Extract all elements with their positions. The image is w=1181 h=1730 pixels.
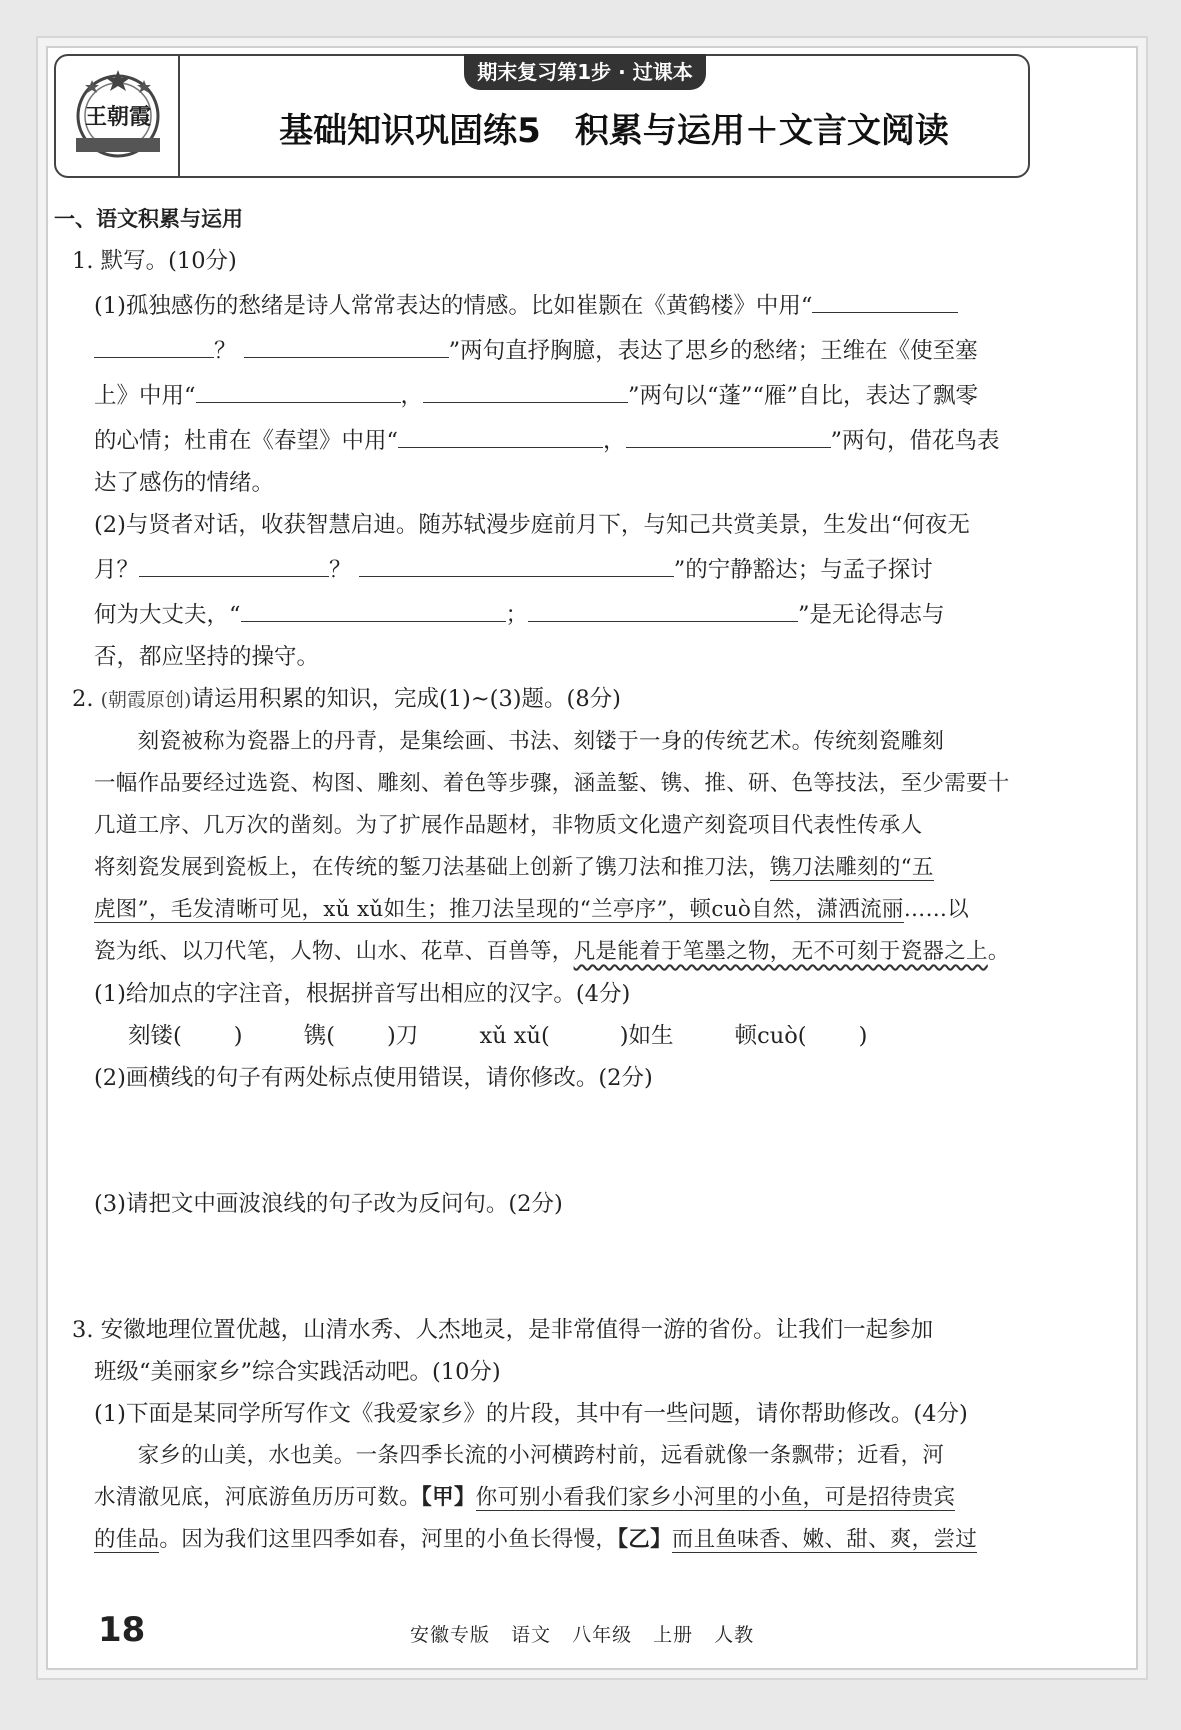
- passage-line: 家乡的山美，水也美。一条四季长流的小河横跨村前，远看就像一条飘带；近看，河: [94, 1443, 945, 1468]
- original-tag: (朝霞原创): [100, 689, 192, 711]
- passage-line: 一幅作品要经过选瓷、构图、雕刻、着色等步骤，涵盖錾、镌、推、研、色等技法，至少需要十: [94, 771, 1010, 796]
- answer-space[interactable]: [54, 1099, 1066, 1183]
- text: ？: [214, 338, 237, 364]
- text: ): [233, 1023, 243, 1049]
- passage-line: [94, 889, 1066, 931]
- text: 将刻瓷发展到瓷板上，在传统的錾刀法基础上创新了: [94, 855, 596, 880]
- section-heading: 一、语文积累与运用: [54, 207, 243, 231]
- q1-part2-line4: 否，都应坚持的操守。: [94, 644, 320, 670]
- answer-space[interactable]: [54, 1225, 1066, 1309]
- dotted-char: 镂: [595, 729, 618, 754]
- marker: 【乙】: [617, 1527, 672, 1552]
- text: ；: [505, 602, 529, 628]
- text: )刀: [387, 1023, 419, 1049]
- text: ”是无论得志与: [798, 602, 945, 628]
- text: ): [858, 1023, 868, 1049]
- answer-blank[interactable]: [528, 591, 798, 622]
- text: (1)孤独感伤的愁绪是诗人常常表达的情感。比如崔颢在《黄鹤楼》中用“: [94, 293, 813, 319]
- q1-part1-line5: 达了感伤的情绪。: [94, 470, 275, 496]
- text: 于一身的传统艺术。传统刻瓷雕刻: [617, 729, 945, 754]
- question-number: 2.: [72, 686, 94, 712]
- question-1: [54, 240, 1066, 678]
- answer-blank[interactable]: [626, 417, 831, 448]
- q1-part1-line4: [54, 417, 1066, 462]
- text: 月？: [94, 557, 140, 583]
- pinyin-item: [479, 1015, 673, 1057]
- pinyin-item: [128, 1015, 243, 1057]
- header-divider: [178, 56, 180, 176]
- wavy-underlined-text: 凡是能着于笔墨之物，无不可刻于瓷器之上: [573, 939, 988, 964]
- passage-line: [94, 1477, 1066, 1519]
- text: ”两句以“蓬”“雁”自比，表达了飘零: [628, 383, 979, 409]
- question-3-title-cont: 班级“美丽家乡”综合实践活动吧。(10分): [94, 1359, 501, 1385]
- answer-blank[interactable]: [241, 591, 506, 622]
- passage-line: 几道工序、几万次的凿刻。为了扩展作品题材，非物质文化遗产刻瓷项目代表性传承人: [94, 813, 923, 838]
- passage-line: [94, 1519, 1066, 1561]
- text: 何为大丈夫，“: [94, 602, 241, 628]
- pinyin-item: [735, 1015, 868, 1057]
- page-header: [54, 54, 1030, 178]
- answer-blank[interactable]: [139, 546, 329, 577]
- question-2: [54, 678, 1066, 1309]
- marker: 【甲】: [421, 1485, 476, 1510]
- footer-info: 安徽专版 语文 八年级 上册 人教: [410, 1624, 755, 1646]
- text: 顿cuò(: [734, 1023, 807, 1049]
- question-3-title: 3. 安徽地理位置优越，山清水秀、人杰地灵，是非常值得一游的省份。让我们一起参加: [72, 1317, 934, 1343]
- text: 瓷为纸、以刀代笔，人物、山水、花草、百兽等，: [94, 939, 574, 964]
- answer-blank[interactable]: [196, 372, 401, 403]
- q3-passage: [54, 1435, 1066, 1561]
- q1-part2-line1: (2)与贤者对话，收获智慧启迪。随苏轼漫步庭前月下，与知己共赏美景，生发出“何夜无: [94, 512, 970, 538]
- question-1-title: 1. 默写。(10分): [72, 248, 237, 274]
- q2-sub2: (2)画横线的句子有两处标点使用错误，请你修改。(2分): [94, 1065, 653, 1091]
- page-title: 基础知识巩固练5 积累与运用＋文言文阅读: [279, 111, 949, 151]
- answer-blank[interactable]: [423, 372, 628, 403]
- text: 。因为我们这里四季如春，河里的小鱼长得慢，: [159, 1527, 618, 1552]
- text: 刻镂(: [128, 1023, 182, 1049]
- text: 镌(: [303, 1023, 335, 1049]
- text: 上》中用“: [94, 383, 196, 409]
- question-2-title: [54, 678, 1066, 721]
- pinyin-item: [304, 1015, 419, 1057]
- question-3: [54, 1309, 1066, 1561]
- text: xǔ xǔ(: [479, 1023, 550, 1049]
- text: )如生: [619, 1023, 674, 1049]
- svg-text:王朝霞: 王朝霞: [84, 104, 152, 130]
- underlined-text: 的佳品: [94, 1527, 160, 1552]
- underlined-text: 虎图”，毛发清晰可见，xǔ xǔ如生；推刀法呈现的“兰亭序”，顿cuò自然，潇洒流丽: [94, 897, 904, 922]
- publisher-logo-icon: [70, 66, 166, 162]
- dotted-char: 镌: [595, 855, 618, 880]
- answer-blank[interactable]: [812, 282, 958, 313]
- worksheet-content: [54, 198, 1066, 1561]
- text: ？: [329, 557, 352, 583]
- text: ”两句，借花鸟表: [830, 428, 1000, 454]
- text: ”两句直抒胸臆，表达了思乡的愁绪；王维在《使至塞: [448, 338, 978, 364]
- page-number: 18: [98, 1610, 146, 1650]
- answer-blank[interactable]: [94, 327, 214, 358]
- q2-sub1: (1)给加点的字注音，根据拼音写出相应的汉字。(4分): [94, 981, 631, 1007]
- text: ，: [603, 428, 626, 454]
- answer-blank[interactable]: [398, 417, 603, 448]
- passage-line: [94, 931, 1066, 973]
- q2-sub3: (3)请把文中画波浪线的句子改为反问句。(2分): [94, 1191, 563, 1217]
- text: 的心情；杜甫在《春望》中用“: [94, 428, 399, 454]
- text: ”的宁静豁达；与孟子探讨: [673, 557, 933, 583]
- passage-line: [94, 721, 1066, 763]
- underlined-text: 而且鱼味香、嫩、甜、爽，尝过: [671, 1527, 978, 1552]
- passage-line: [94, 847, 1066, 889]
- q1-part1-line2: [54, 327, 1066, 372]
- q1-part1-line1: [54, 282, 1066, 327]
- text: 请运用积累的知识，完成(1)~(3)题。(8分): [191, 686, 621, 712]
- series-badge: 期末复习第1步 · 过课本: [464, 54, 706, 90]
- text: 刀法和推刀法，: [617, 855, 770, 880]
- text: ……以: [903, 897, 970, 922]
- text: 。: [987, 939, 1010, 964]
- q1-part2-line2: [54, 546, 1066, 591]
- underlined-text: 你可别小看我们家乡小河里的小鱼，可是招待贵宾: [475, 1485, 956, 1510]
- q3-sub1: (1)下面是某同学所写作文《我爱家乡》的片段，其中有一些问题，请你帮助修改。(4分): [94, 1401, 968, 1427]
- underlined-text: 镌刀法雕刻的“五: [769, 855, 934, 880]
- answer-blank[interactable]: [359, 546, 674, 577]
- text: 水清澈见底，河底游鱼历历可数。: [94, 1485, 422, 1510]
- answer-blank[interactable]: [244, 327, 449, 358]
- q2-pinyin-row: [54, 1015, 1066, 1057]
- text: 刻瓷被称为瓷器上的丹青，是集绘画、书法、刻: [94, 729, 596, 754]
- q1-part2-line3: [54, 591, 1066, 636]
- q1-part1-line3: [54, 372, 1066, 417]
- text: ，: [400, 383, 424, 409]
- q2-passage: [54, 721, 1066, 973]
